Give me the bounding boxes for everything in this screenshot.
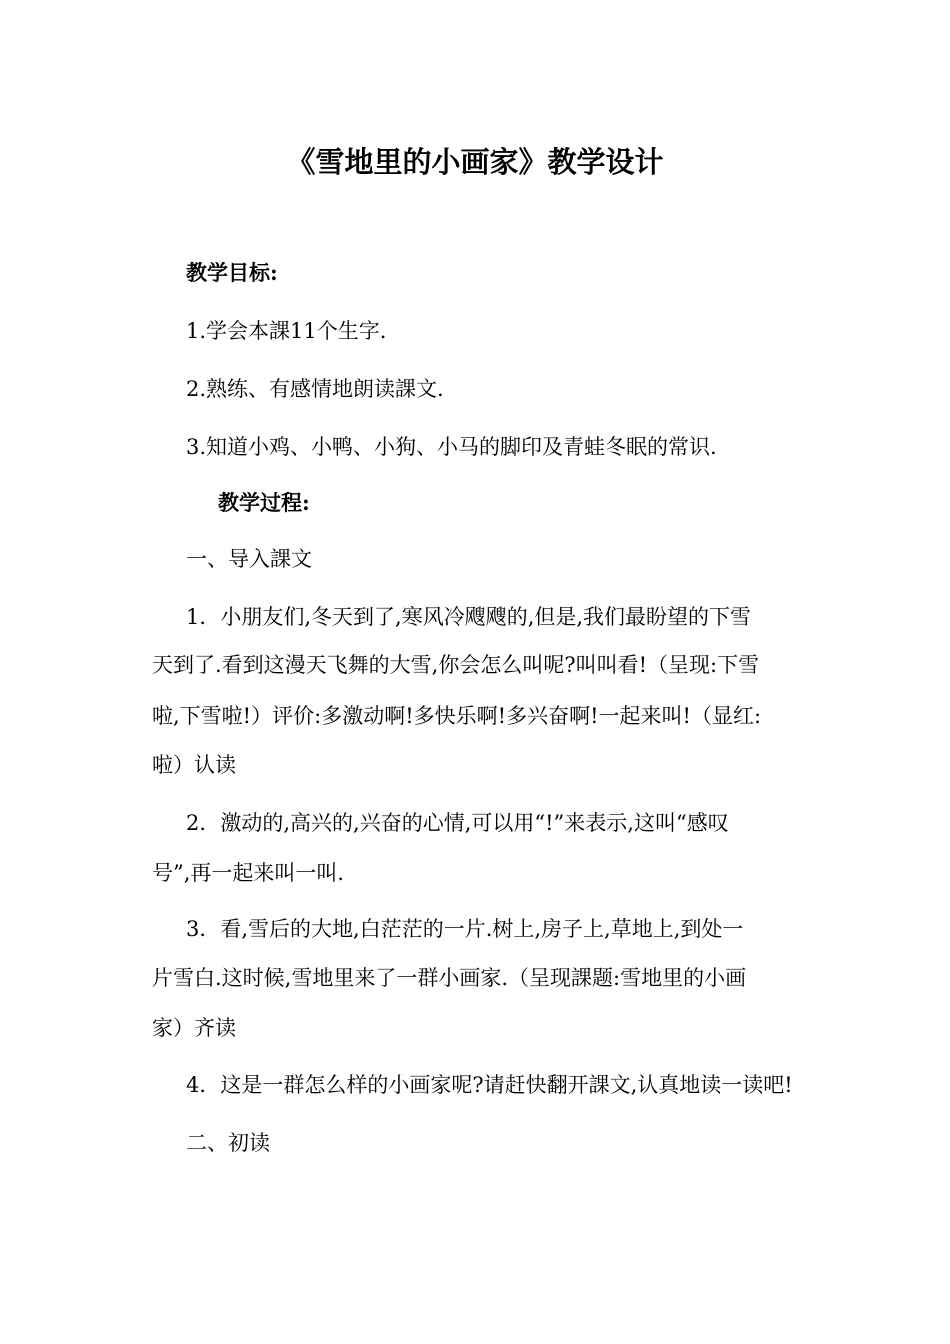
paragraph-4-line-1: 4．这是一群怎么样的小画家呢?请赶快翻开課文,认真地读一读吧! [186, 1073, 793, 1097]
document-title: 《雪地里的小画家》教学设计 [286, 145, 664, 179]
paragraph-3-line-3: 家）齐读 [152, 1016, 236, 1040]
paragraph-1-line-4: 啦）认读 [152, 753, 236, 777]
paragraph-1-line-2: 天到了.看到这漫天飞舞的大雪,你会怎么叫呢?叫叫看!（呈现:下雪 [152, 653, 760, 677]
section-heading-intro: 一、导入課文 [186, 547, 312, 571]
process-heading: 教学过程: [218, 490, 310, 515]
paragraph-2-line-2: 号”,再一起来叫一叫. [152, 861, 345, 885]
paragraph-1-line-3: 啦,下雪啦!）评价:多激动啊!多快乐啊!多兴奋啊!一起来叫!（显红: [152, 704, 762, 728]
paragraph-3-line-1: 3．看,雪后的大地,白茫茫的一片.树上,房子上,草地上,到处一 [186, 917, 744, 941]
paragraph-2-line-1: 2．激动的,高兴的,兴奋的心情,可以用“!”来表示,这叫“感叹 [186, 811, 729, 835]
objective-item-2: 2.熟练、有感情地朗读課文. [186, 377, 444, 401]
objective-item-3: 3.知道小鸡、小鸭、小狗、小马的脚印及青蛙冬眠的常识. [186, 435, 717, 459]
objective-item-1: 1.学会本課11个生字. [186, 319, 387, 343]
paragraph-1-line-1: 1．小朋友们,冬天到了,寒风冷飕飕的,但是,我们最盼望的下雪 [186, 605, 752, 629]
section-heading-first-reading: 二、初读 [186, 1131, 270, 1155]
paragraph-3-line-2: 片雪白.这时候,雪地里来了一群小画家.（呈现課题:雪地里的小画 [152, 966, 747, 990]
objectives-heading: 教学目标: [186, 260, 278, 285]
